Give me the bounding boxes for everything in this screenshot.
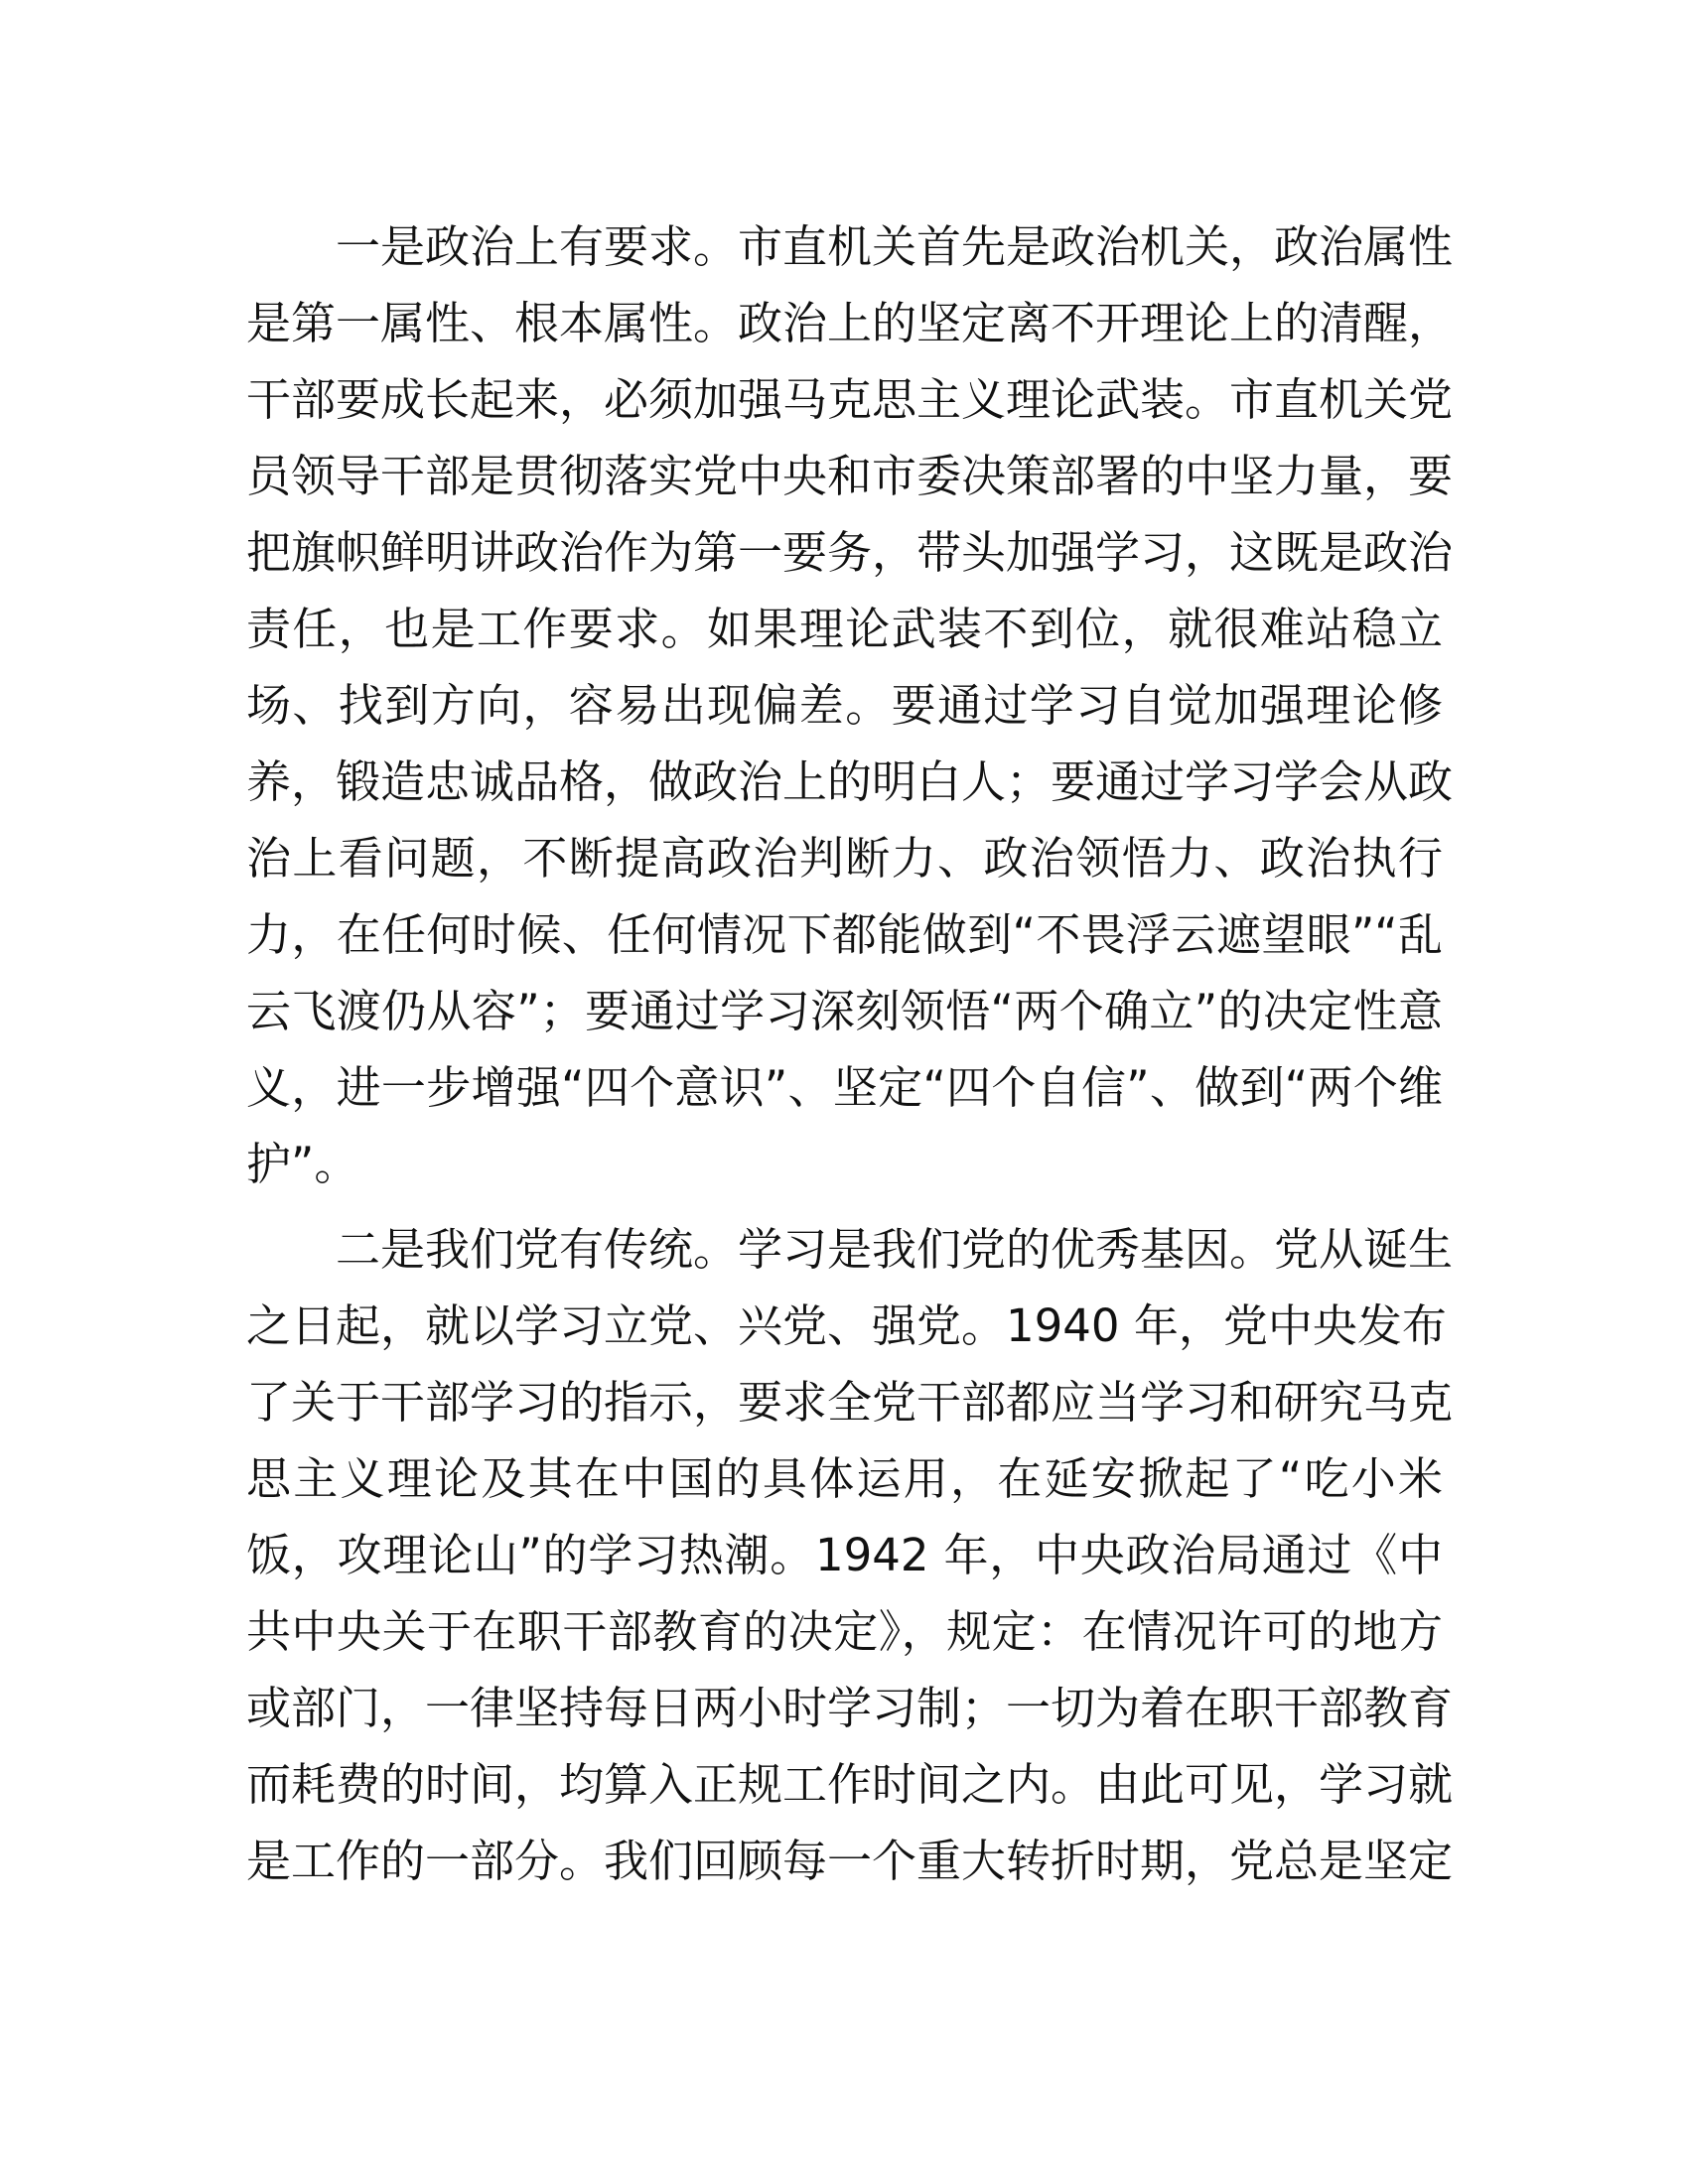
- text-line: 义，进一步增强“四个意识”、坚定“四个自信”、做到“两个维: [246, 1061, 1443, 1114]
- paragraph-party-tradition: [246, 1211, 1454, 1899]
- text-line: 是第一属性、根本属性。政治上的坚定离不开理论上的清醒，: [246, 297, 1454, 349]
- text-line: 思主义理论及其在中国的具体运用，在延安掀起了“吃小米: [246, 1452, 1443, 1505]
- paragraph-political-requirement: [246, 208, 1454, 1202]
- text-line: 了关于干部学习的指示，要求全党干部都应当学习和研究马克: [246, 1376, 1454, 1429]
- text-line: 干部要成长起来，必须加强马克思主义理论武装。市直机关党: [246, 373, 1454, 426]
- text-line: 云飞渡仍从容”；要通过学习深刻领悟“两个确立”的决定性意: [246, 985, 1443, 1037]
- text-line: 之日起，就以学习立党、兴党、强党。1940 年，党中央发布: [246, 1299, 1447, 1352]
- text-line: 共中央关于在职干部教育的决定》，规定：在情况许可的地方: [246, 1605, 1443, 1658]
- text-line: 力，在任何时候、任何情况下都能做到“不畏浮云遮望眼”“乱: [246, 908, 1443, 961]
- text-line: 养，锻造忠诚品格，做政治上的明白人；要通过学习学会从政: [246, 755, 1454, 808]
- text-line: 二是我们党有传统。学习是我们党的优秀基因。党从诞生: [336, 1223, 1454, 1276]
- text-line: 一是政治上有要求。市直机关首先是政治机关，政治属性: [336, 220, 1454, 273]
- paragraph-spacer: [246, 1202, 1443, 1211]
- text-line: 饭，攻理论山”的学习热潮。1942 年，中央政治局通过《中: [246, 1529, 1443, 1581]
- text-line: 而耗费的时间，均算入正规工作时间之内。由此可见，学习就: [246, 1758, 1454, 1811]
- text-line: 责任，也是工作要求。如果理论武装不到位，就很难站稳立: [246, 603, 1443, 655]
- body-text: [246, 208, 1454, 1899]
- text-line: 护”。: [246, 1138, 359, 1190]
- text-line: 或部门，一律坚持每日两小时学习制；一切为着在职干部教育: [246, 1682, 1454, 1734]
- text-line: 是工作的一部分。我们回顾每一个重大转折时期，党总是坚定: [246, 1835, 1454, 1887]
- text-line: 治上看问题，不断提高政治判断力、政治领悟力、政治执行: [246, 832, 1443, 885]
- text-line: 员领导干部是贯彻落实党中央和市委决策部署的中坚力量，要: [246, 450, 1454, 502]
- text-line: 场、找到方向，容易出现偏差。要通过学习自觉加强理论修: [246, 679, 1443, 732]
- text-line: 把旗帜鲜明讲政治作为第一要务，带头加强学习，这既是政治: [246, 526, 1454, 579]
